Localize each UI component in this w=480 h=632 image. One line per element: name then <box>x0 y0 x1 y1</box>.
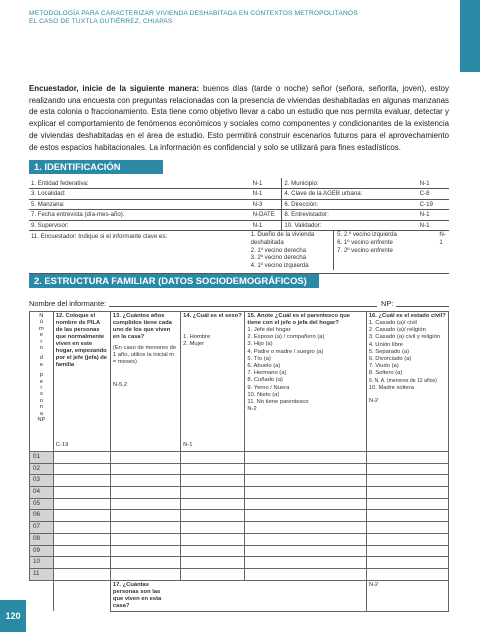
intro-lead: Encuestador, inicie de la siguiente manera: <box>29 84 200 93</box>
q16-option: 10. Madre soltera <box>368 384 414 391</box>
section-estructura-title: 2. ESTRUCTURA FAMILIAR (DATOS SOCIODEMOGRÁFICOS) <box>29 274 319 288</box>
np-field[interactable] <box>396 306 449 307</box>
numcol-char: NP <box>37 417 46 424</box>
numcol-char: n <box>39 404 44 411</box>
id-row <box>29 189 449 200</box>
field-code: C-19 <box>418 199 449 210</box>
numcol-char: e <box>39 332 44 339</box>
numcol-char: p <box>39 372 44 379</box>
q15-option: 1. Jefe del hogar <box>247 327 291 333</box>
intro-paragraph <box>29 83 449 153</box>
age-cell[interactable] <box>110 475 180 487</box>
q11-option: 1. Dueño de la vivienda deshabitada <box>250 231 315 246</box>
name-cell[interactable] <box>53 452 110 464</box>
relationship-cell[interactable] <box>245 498 366 510</box>
q15-option: 3. Hijo (a) <box>247 341 273 348</box>
table-row <box>30 498 449 510</box>
name-cell[interactable] <box>53 487 110 499</box>
civil-status-cell[interactable] <box>366 475 448 487</box>
numcol-char: ú <box>39 319 44 326</box>
q17-answer[interactable] <box>366 580 448 611</box>
sex-cell[interactable] <box>181 568 245 580</box>
q14-title: 14. ¿Cuál es el sexo? <box>183 313 242 319</box>
numcol-char: e <box>39 378 44 385</box>
q15-option: 10. Nieto (a) <box>247 391 280 398</box>
table-row <box>30 533 449 545</box>
numcol-char: o <box>39 397 44 404</box>
q11-options <box>251 231 449 274</box>
civil-status-cell[interactable] <box>366 533 448 545</box>
id-row <box>29 199 449 210</box>
q16-option: 2. Casado (a)/ religión <box>368 327 426 334</box>
relationship-cell[interactable] <box>245 545 366 557</box>
relationship-cell[interactable] <box>245 533 366 545</box>
q14-code: N-1 <box>183 441 193 448</box>
numcol-char: s <box>39 391 43 398</box>
family-header-row <box>30 312 449 452</box>
q16-option: 8. Soltero (a) <box>368 370 403 377</box>
sex-cell[interactable] <box>181 498 245 510</box>
field-code: N-3 <box>251 199 282 210</box>
q15-option: 5. Tío (a) <box>247 355 271 362</box>
civil-status-cell[interactable] <box>366 498 448 510</box>
q13-note: (En caso de menores de 1 año, utilice la inicial m = meses) <box>112 345 177 366</box>
q11-option: 5. 2.º vecino izquierda <box>337 231 397 238</box>
name-cell[interactable] <box>53 510 110 522</box>
q16-code: N-2 <box>368 398 379 405</box>
age-cell[interactable] <box>110 498 180 510</box>
table-row <box>30 463 449 475</box>
name-cell[interactable] <box>53 568 110 580</box>
field-code: N-1 <box>251 189 282 200</box>
sex-cell[interactable] <box>181 510 245 522</box>
q14-option: 2. Mujer <box>183 341 205 348</box>
q15-title: 15. Anote ¿Cuál es el parentesco que tiene con el jefe o jefa del hogar? <box>247 313 350 326</box>
field-code: C-8 <box>418 189 449 200</box>
sex-cell[interactable] <box>181 522 245 534</box>
row-number: 10 <box>30 557 54 569</box>
relationship-cell[interactable] <box>245 568 366 580</box>
informant-row <box>29 299 449 308</box>
row-number: 09 <box>30 545 54 557</box>
q16-header <box>366 312 448 452</box>
row-number: 07 <box>30 522 54 534</box>
q16-option: 4. Unión libre <box>368 341 403 348</box>
name-cell[interactable] <box>53 498 110 510</box>
age-cell[interactable] <box>110 533 180 545</box>
header-title: METODOLOGÍA PARA CARACTERIZAR VIVIENDA DESHABITADA EN CONTEXTOS METROPOLITANOS <box>29 10 358 17</box>
q15-option: 8. Cuñado (a) <box>247 377 283 384</box>
q11-code: N-1 <box>439 231 446 246</box>
q16-option: 1. Casado (a)/ civil <box>368 320 417 326</box>
numcol-char: r <box>40 385 43 392</box>
name-cell[interactable] <box>53 463 110 475</box>
field-label: 10. Validador: <box>282 220 418 231</box>
numcol-char: o <box>39 345 44 352</box>
age-cell[interactable] <box>110 522 180 534</box>
id-row <box>29 220 449 231</box>
q16-option: 9. N. A. (menores de 12 años) <box>368 377 437 384</box>
civil-status-cell[interactable] <box>366 545 448 557</box>
q17-row <box>30 580 449 611</box>
q15-option: 6. Abuelo (a) <box>247 363 281 370</box>
numcol-char: e <box>39 361 44 368</box>
family-structure-table <box>29 311 449 612</box>
field-code: N-DATE <box>251 210 282 221</box>
civil-status-cell[interactable] <box>366 487 448 499</box>
sex-cell[interactable] <box>181 475 245 487</box>
name-cell[interactable] <box>53 557 110 569</box>
q17-spacer <box>30 580 54 611</box>
q16-option: 3. Casado (a) civil y religión <box>368 334 441 341</box>
q15-header <box>245 312 366 452</box>
name-cell[interactable] <box>53 475 110 487</box>
civil-status-cell[interactable] <box>366 463 448 475</box>
q14-option: 1. Hombre <box>183 334 211 340</box>
civil-status-cell[interactable] <box>366 522 448 534</box>
informant-label: Nombre del informante: <box>29 299 107 308</box>
q11-option: 2. 1º vecino derecha <box>250 246 306 254</box>
q17-spacer <box>53 580 110 611</box>
row-number: 05 <box>30 498 54 510</box>
field-label: 5. Manzana: <box>29 199 251 210</box>
numcol-char: r <box>40 338 43 345</box>
q11-option: 6. 1º vecino enfrente <box>337 238 393 246</box>
table-row <box>30 452 449 464</box>
table-row <box>30 522 449 534</box>
age-cell[interactable] <box>110 452 180 464</box>
numcol-char: a <box>39 410 44 417</box>
sex-cell[interactable] <box>181 452 245 464</box>
field-code: N-1 <box>418 220 449 231</box>
numcol-char: N <box>39 313 44 319</box>
section-identificacion-title: 1. IDENTIFICACIÓN <box>29 160 163 174</box>
q15-option: 2. Esposo (a) / compañero (a) <box>247 334 325 341</box>
q12-title: 12. Coloque el nombre de PILA de las personas que normalmente viven en este hogar, empezando por el jefe (jefa) de familia <box>55 313 108 368</box>
intro-body: buenos días (tarde o noche) señor (señora, señorita, joven), estoy realizando una encuesta con preguntas relacionadas con la presencia de viviendas deshabitadas en algunas manzanas de esta colonia o fraccionamiento. Esta tiene como objetivo llevar a cabo un estudio que nos permita evaluar, detectar y explicar el comportamiento de fenómenos económicos y sociales como componentes y condicionantes de la existencia de viviendas deshabitadas en el área de estudio. Esto permitirá construir escenarios futuros para el aprovechamiento de estos espacios habitacionales. La información es confidencial y solo se utilizará para fines estadísticos. <box>29 84 449 152</box>
sex-cell[interactable] <box>181 487 245 499</box>
sex-cell[interactable] <box>181 557 245 569</box>
q15-option: 9. Yerno / Nuera <box>247 384 290 391</box>
age-cell[interactable] <box>110 487 180 499</box>
q12-code: C-19 <box>55 441 69 448</box>
q15-code: N-2 <box>247 406 257 413</box>
civil-status-cell[interactable] <box>366 557 448 569</box>
q13-code: N-5,2 <box>112 381 128 388</box>
id-row <box>29 178 449 189</box>
table-row <box>30 487 449 499</box>
field-label: 2. Municipio: <box>282 178 418 189</box>
field-code: N-1 <box>251 178 282 189</box>
row-number: 06 <box>30 510 54 522</box>
table-row <box>30 557 449 569</box>
q11-options-b <box>333 231 435 270</box>
q15-option: 4. Padre o madre / suegro (a) <box>247 348 324 355</box>
header-subtitle: EL CASO DE TUXTLA GUTIÉRREZ, CHIAPAS <box>29 18 173 25</box>
q13-header <box>110 312 180 452</box>
numcol-char: d <box>39 355 44 362</box>
age-cell[interactable] <box>110 545 180 557</box>
row-number: 08 <box>30 533 54 545</box>
header-accent-bar <box>460 0 480 72</box>
field-label: 3. Localidad: <box>29 189 251 200</box>
relationship-cell[interactable] <box>245 557 366 569</box>
q17-question <box>110 580 366 611</box>
sex-cell[interactable] <box>181 545 245 557</box>
page-number: 120 <box>0 600 26 632</box>
q16-option: 6. Divorciado (a) <box>368 356 412 363</box>
name-cell[interactable] <box>53 545 110 557</box>
field-code: N-1 <box>418 210 449 221</box>
np-label: NP: <box>381 299 394 308</box>
relationship-cell[interactable] <box>245 475 366 487</box>
field-code: N-1 <box>418 178 449 189</box>
relationship-cell[interactable] <box>245 487 366 499</box>
running-header <box>29 10 449 26</box>
q15-option: 11. No tiene parentesco <box>247 399 309 406</box>
numero-persona-header <box>30 312 54 452</box>
informant-name-field[interactable] <box>109 306 377 307</box>
q11-option: 4. 1º vecino izquierda <box>250 262 309 270</box>
id-row <box>29 210 449 221</box>
field-label: 6. Dirección: <box>282 199 418 210</box>
civil-status-cell[interactable] <box>366 510 448 522</box>
q15-option: 7. Hermano (a) <box>247 370 287 377</box>
field-code: N-1 <box>251 220 282 231</box>
q16-title: 16. ¿Cuál es el estado civil? <box>368 313 446 319</box>
name-cell[interactable] <box>53 522 110 534</box>
q11-option: 7. 2º vecino enfrente <box>337 246 393 254</box>
q16-option: 5. Separado (a) <box>368 348 410 355</box>
field-label: 7. Fecha entrevista (día-mes-año): <box>29 210 251 221</box>
relationship-cell[interactable] <box>245 522 366 534</box>
numcol-char: m <box>38 325 44 332</box>
sex-cell[interactable] <box>181 463 245 475</box>
q11-options-a <box>251 231 334 270</box>
sex-cell[interactable] <box>181 533 245 545</box>
identification-table <box>29 178 449 274</box>
table-row <box>30 475 449 487</box>
age-cell[interactable] <box>110 510 180 522</box>
q11-option: 3. 2º vecino derecha <box>250 254 306 262</box>
relationship-cell[interactable] <box>245 510 366 522</box>
field-label: 9. Supervisor: <box>29 220 251 231</box>
id-row-q11 <box>29 231 449 274</box>
q11-label: 11. Encuestador: Indique si el informante clave es: <box>29 231 251 274</box>
age-cell[interactable] <box>110 463 180 475</box>
row-number: 04 <box>30 487 54 499</box>
age-cell[interactable] <box>110 568 180 580</box>
q12-header <box>53 312 110 452</box>
q14-header <box>181 312 245 452</box>
name-cell[interactable] <box>53 533 110 545</box>
row-number: 11 <box>30 568 54 580</box>
q17-code: N-2 <box>368 581 379 588</box>
q17-title: 17. ¿Cuántas personas son las que viven en esta casa? <box>112 581 162 609</box>
relationship-cell[interactable] <box>245 463 366 475</box>
field-label: 8. Entrevistador: <box>282 210 418 221</box>
civil-status-cell[interactable] <box>366 452 448 464</box>
row-number: 01 <box>30 452 54 464</box>
field-label: 1. Entidad federativa: <box>29 178 251 189</box>
age-cell[interactable] <box>110 557 180 569</box>
table-row <box>30 568 449 580</box>
table-row <box>30 510 449 522</box>
civil-status-cell[interactable] <box>366 568 448 580</box>
table-row <box>30 545 449 557</box>
field-label: 4. Clave de la AGEB urbana: <box>282 189 418 200</box>
q13-title: 13. ¿Cuántos años cumplidos tiene cada uno de los que viven en la casa? <box>112 313 172 340</box>
row-number: 02 <box>30 463 54 475</box>
q16-option: 7. Viudo (a) <box>368 363 399 370</box>
row-number: 03 <box>30 475 54 487</box>
relationship-cell[interactable] <box>245 452 366 464</box>
